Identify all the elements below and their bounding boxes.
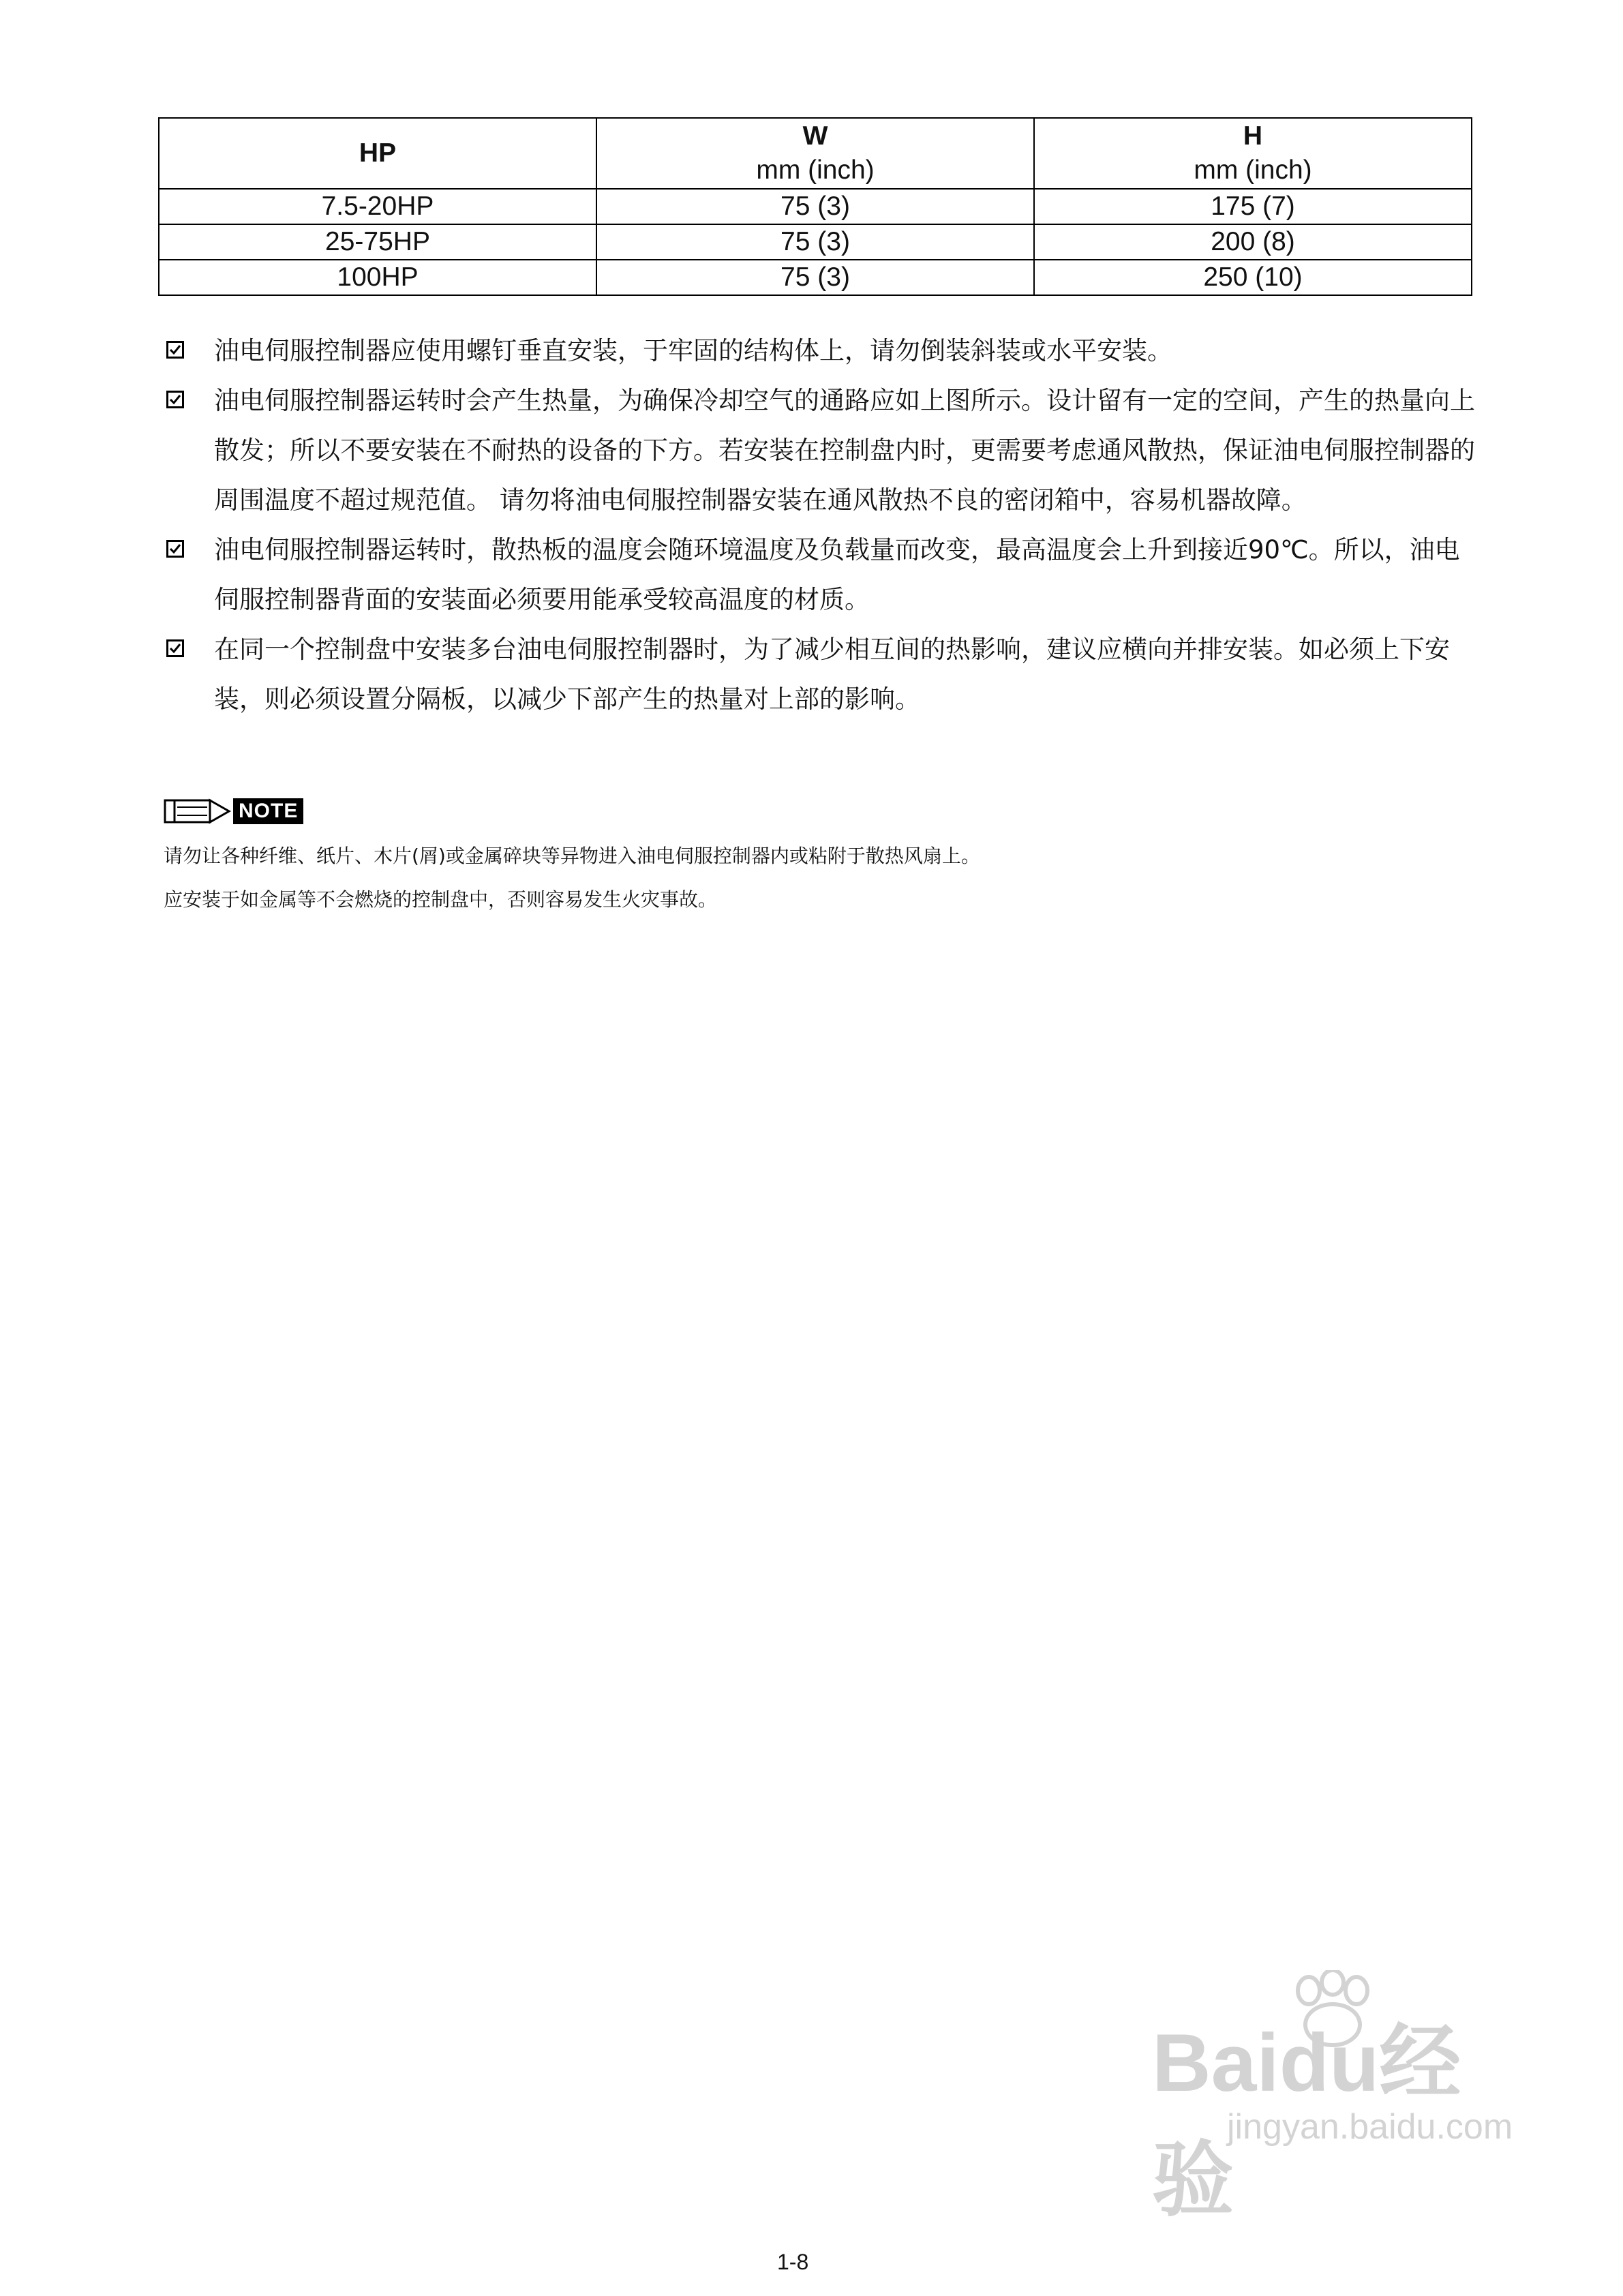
list-item-text: 油电伺服控制器运转时会产生热量，为确保冷却空气的通路应如上图所示。设计留有一定的空间，产生的热量向上散发；所以不要安装在不耐热的设备的下方。若安装在控制盘内时，更需要考虑通风散热，保证油电伺服控制器的周围温度不超过规范值。 请勿将油电伺服控制器安装在通风散热不良的密闭箱中，容易机器故障。 (214, 386, 1475, 515)
header-h-title: H (1243, 121, 1263, 151)
page-number: 1-8 (777, 2250, 809, 2274)
checkbox-checked-icon (166, 391, 184, 408)
cell-hp: 25-75HP (159, 224, 596, 260)
table-header-row (159, 118, 1472, 189)
note-line: 请勿让各种纤维、纸片、木片(屑)或金属碎块等异物进入油电伺服控制器内或粘附于散热风扇上。 (164, 845, 980, 867)
list-item (166, 624, 1475, 724)
header-hp-title: HP (359, 138, 397, 168)
note-line: 应安装于如金属等不会燃烧的控制盘中，否则容易发生火灾事故。 (164, 888, 718, 911)
dimension-table (158, 117, 1472, 296)
cell-w: 75 (3) (596, 224, 1034, 260)
watermark-main: Baidu经验 (1152, 2017, 1461, 2226)
checkbox-checked-icon (166, 540, 184, 558)
baidu-watermark (1152, 1970, 1534, 2226)
cell-hp: 100HP (159, 260, 596, 295)
header-w (596, 118, 1034, 189)
cell-h: 200 (8) (1034, 224, 1472, 260)
header-w-title: W (802, 121, 828, 151)
cell-h: 175 (7) (1034, 189, 1472, 224)
note-label: NOTE (233, 798, 303, 824)
cell-w: 75 (3) (596, 189, 1034, 224)
list-item (166, 376, 1475, 525)
table-row (159, 189, 1472, 224)
table-row (159, 224, 1472, 260)
list-item (166, 525, 1475, 624)
note-badge (164, 796, 303, 826)
cell-hp: 7.5-20HP (159, 189, 596, 224)
cell-h: 250 (10) (1034, 260, 1472, 295)
list-item-text: 油电伺服控制器应使用螺钉垂直安装，于牢固的结构体上，请勿倒装斜装或水平安装。 (214, 336, 1172, 365)
cell-w: 75 (3) (596, 260, 1034, 295)
list-item-text: 在同一个控制盘中安装多台油电伺服控制器时，为了减少相互间的热影响，建议应横向并排安装。如必须上下安装，则必须设置分隔板，以减少下部产生的热量对上部的影响。 (214, 635, 1450, 714)
list-item (166, 326, 1475, 376)
checkbox-checked-icon (166, 639, 184, 657)
pencil-icon (164, 796, 232, 826)
list-item-text: 油电伺服控制器运转时，散热板的温度会随环境温度及负载量而改变，最高温度会上升到接近90℃。所以，油电伺服控制器背面的安装面必须要用能承受较高温度的材质。 (214, 535, 1460, 614)
table-row (159, 260, 1472, 295)
watermark-sub: jingyan.baidu.com (1227, 2107, 1513, 2147)
header-hp (159, 118, 596, 189)
header-h (1034, 118, 1472, 189)
header-w-unit: mm (inch) (756, 155, 875, 185)
installation-notes-list (166, 326, 1475, 724)
checkbox-checked-icon (166, 341, 184, 359)
header-h-unit: mm (inch) (1194, 155, 1312, 185)
